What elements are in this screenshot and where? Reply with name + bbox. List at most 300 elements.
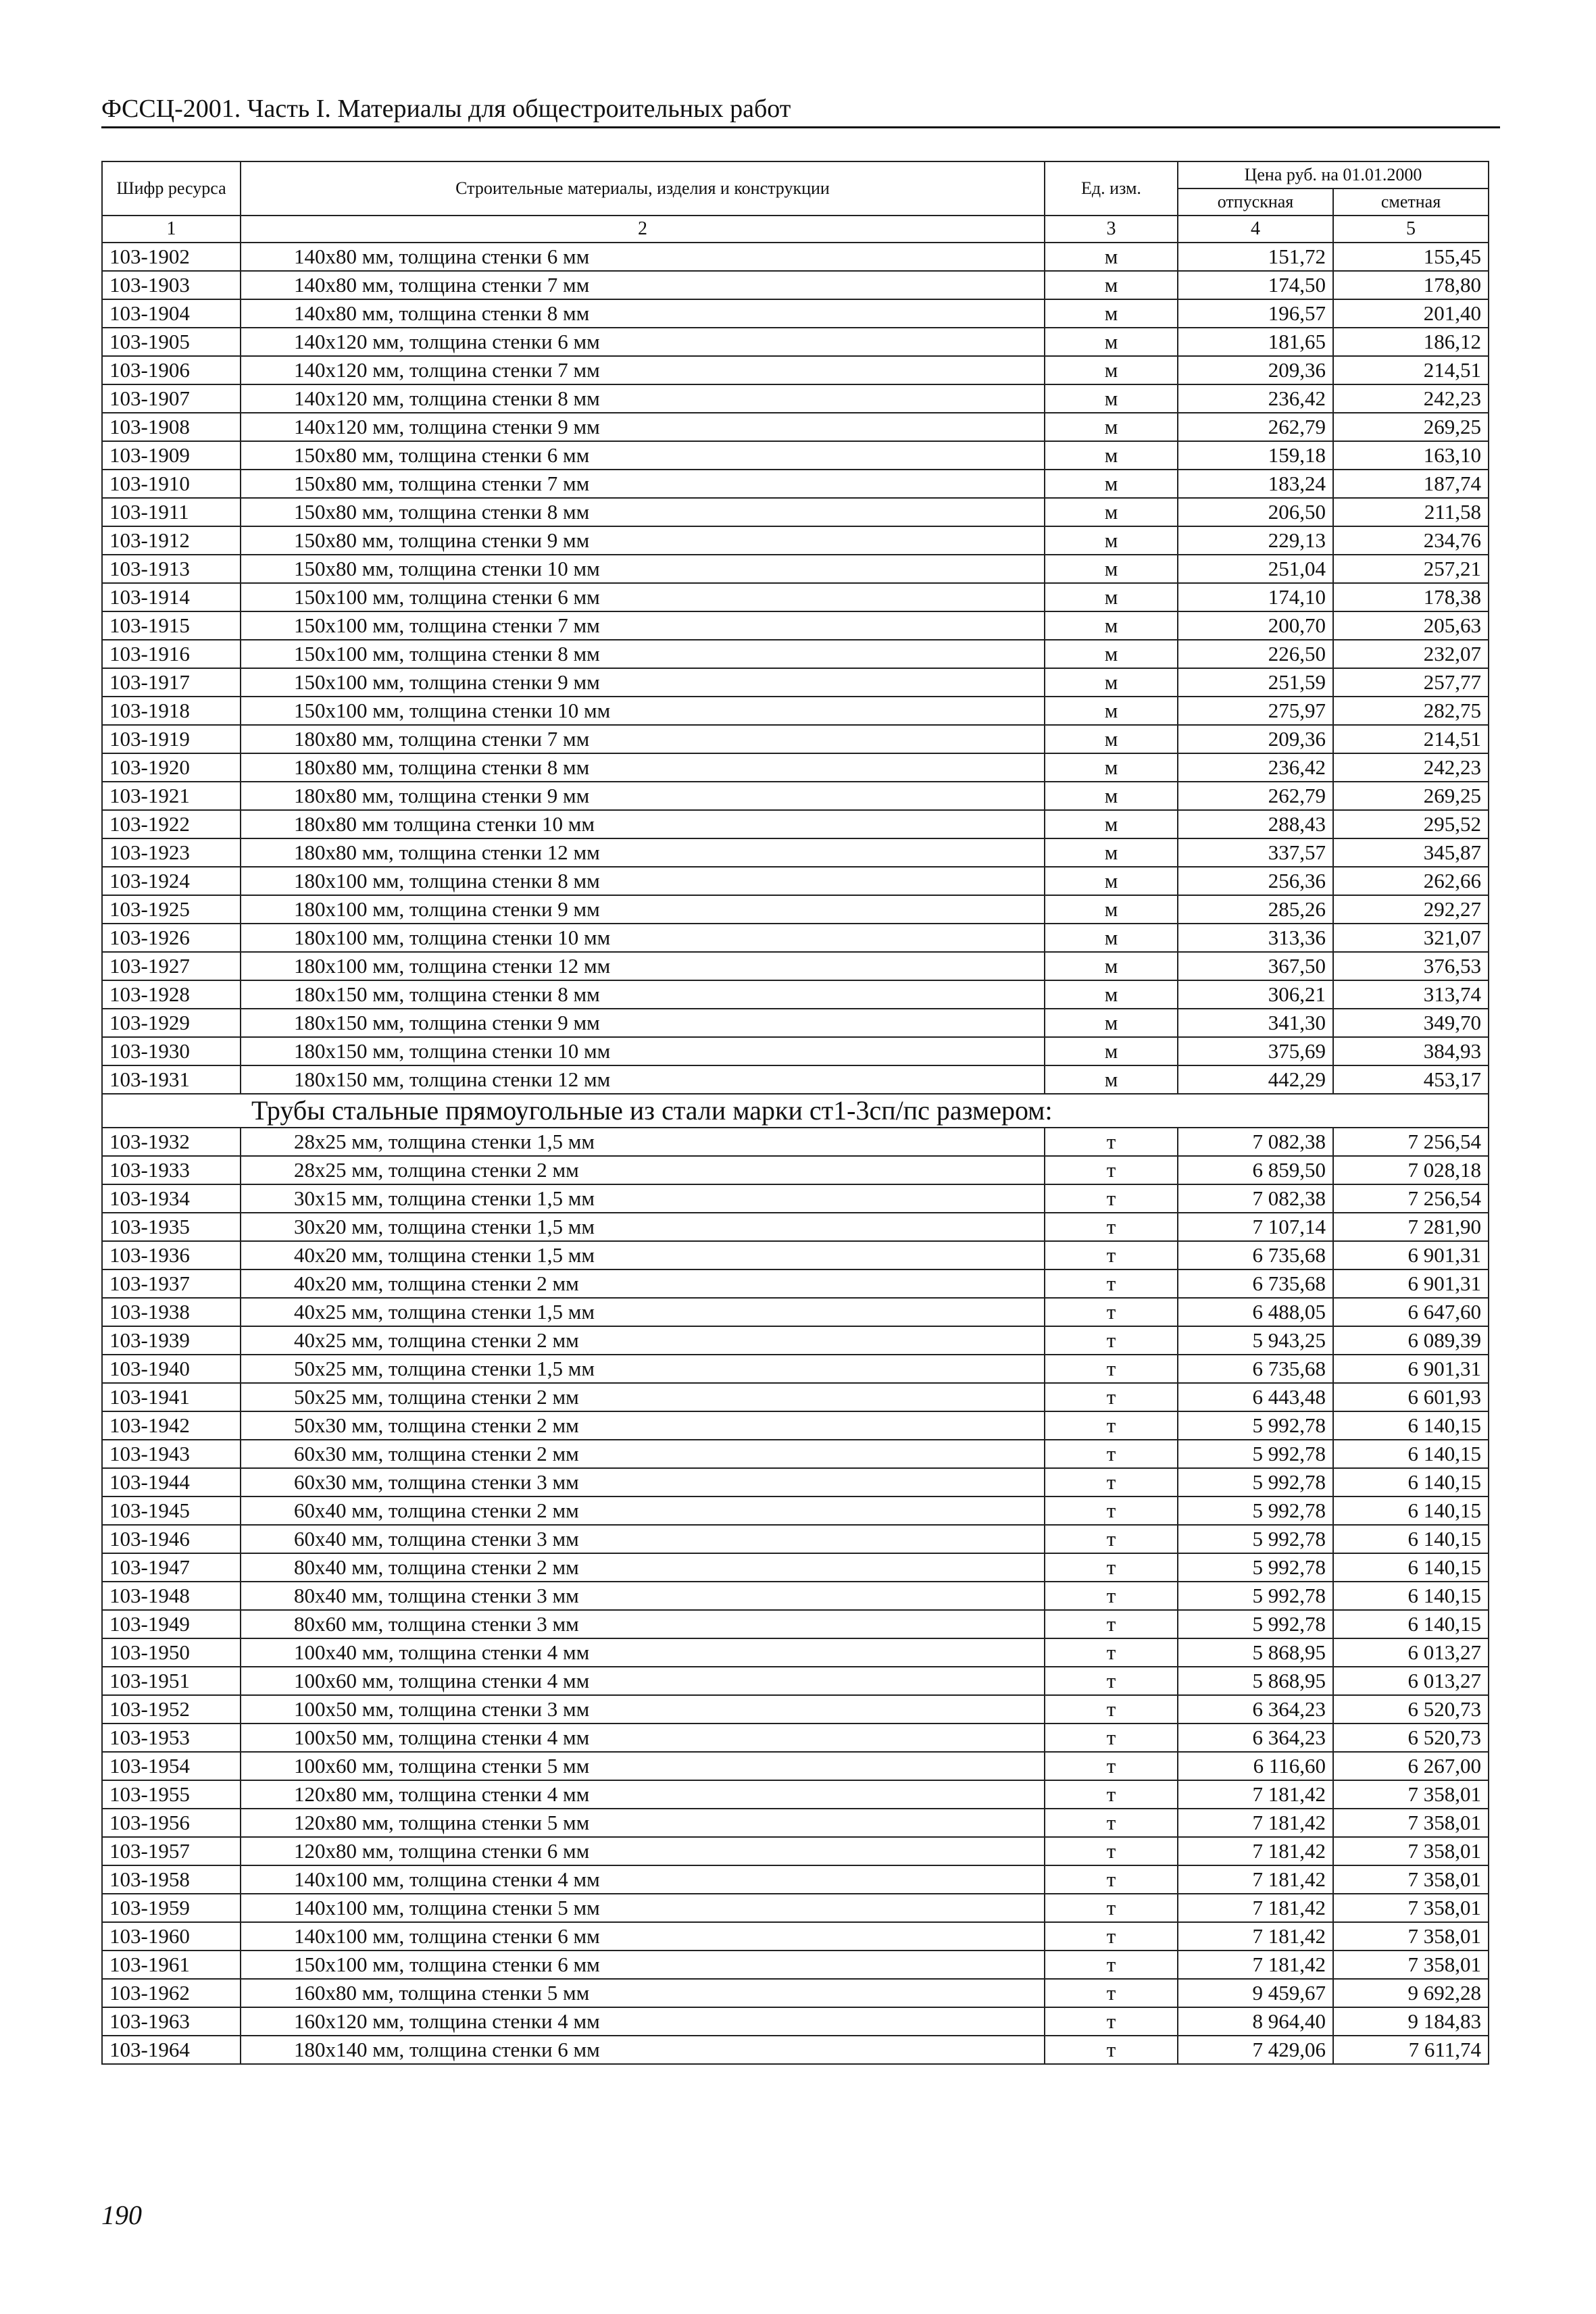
table-row (102, 895, 1489, 924)
unit: т (1045, 1440, 1178, 1468)
table-row (102, 1951, 1489, 1979)
resource-code: 103-1909 (102, 441, 241, 470)
table-row (102, 2036, 1489, 2064)
release-price: 7 181,42 (1178, 1865, 1333, 1894)
resource-code: 103-1964 (102, 2036, 241, 2064)
material-name: 160x120 мм, толщина стенки 4 мм (241, 2007, 1045, 2036)
material-name: 150x80 мм, толщина стенки 8 мм (241, 498, 1045, 526)
table-row (102, 243, 1489, 271)
resource-code: 103-1917 (102, 668, 241, 697)
material-name: 140x120 мм, толщина стенки 9 мм (241, 413, 1045, 441)
section-title: Трубы стальные прямоугольные из стали марки ст1-3сп/пс размером: (102, 1094, 1489, 1128)
table-row (102, 328, 1489, 356)
table-row (102, 1922, 1489, 1951)
estimate-price: 242,23 (1333, 384, 1489, 413)
table-row (102, 1241, 1489, 1269)
release-price: 7 181,42 (1178, 1951, 1333, 1979)
unit: т (1045, 1667, 1178, 1695)
resource-code: 103-1958 (102, 1865, 241, 1894)
release-price: 7 181,42 (1178, 1922, 1333, 1951)
unit: м (1045, 782, 1178, 810)
resource-code: 103-1929 (102, 1009, 241, 1037)
estimate-price: 6 901,31 (1333, 1269, 1489, 1298)
estimate-price: 6 647,60 (1333, 1298, 1489, 1326)
resource-code: 103-1918 (102, 697, 241, 725)
unit: т (1045, 1865, 1178, 1894)
unit: т (1045, 1582, 1178, 1610)
table-row (102, 1009, 1489, 1037)
material-name: 60x30 мм, толщина стенки 3 мм (241, 1468, 1045, 1496)
table-row (102, 526, 1489, 555)
table-row (102, 1065, 1489, 1094)
estimate-price: 6 089,39 (1333, 1326, 1489, 1355)
page-title: ФССЦ-2001. Часть I. Материалы для общестроительных работ (101, 95, 791, 123)
unit: т (1045, 1922, 1178, 1951)
unit: м (1045, 470, 1178, 498)
estimate-price: 453,17 (1333, 1065, 1489, 1094)
material-name: 40x20 мм, толщина стенки 2 мм (241, 1269, 1045, 1298)
resource-code: 103-1931 (102, 1065, 241, 1094)
estimate-price: 292,27 (1333, 895, 1489, 924)
table-row (102, 1553, 1489, 1582)
resource-code: 103-1925 (102, 895, 241, 924)
page-number: 190 (101, 2200, 142, 2230)
estimate-price: 376,53 (1333, 952, 1489, 980)
table-row (102, 668, 1489, 697)
unit: м (1045, 555, 1178, 583)
release-price: 7 082,38 (1178, 1128, 1333, 1156)
table-row (102, 1213, 1489, 1241)
table-row (102, 1752, 1489, 1780)
header-name: Строительные материалы, изделия и конструкции (241, 161, 1045, 216)
resource-code: 103-1941 (102, 1383, 241, 1411)
material-name: 140x100 мм, толщина стенки 6 мм (241, 1922, 1045, 1951)
resource-code: 103-1908 (102, 413, 241, 441)
header-unit: Ед. изм. (1045, 161, 1178, 216)
estimate-price: 282,75 (1333, 697, 1489, 725)
release-price: 6 735,68 (1178, 1241, 1333, 1269)
estimate-price: 7 611,74 (1333, 2036, 1489, 2064)
material-name: 180x100 мм, толщина стенки 8 мм (241, 867, 1045, 895)
estimate-price: 7 358,01 (1333, 1951, 1489, 1979)
table-row (102, 1037, 1489, 1065)
material-name: 60x30 мм, толщина стенки 2 мм (241, 1440, 1045, 1468)
resource-code: 103-1911 (102, 498, 241, 526)
estimate-price: 6 013,27 (1333, 1667, 1489, 1695)
release-price: 6 116,60 (1178, 1752, 1333, 1780)
material-name: 140x120 мм, толщина стенки 7 мм (241, 356, 1045, 384)
estimate-price: 257,77 (1333, 668, 1489, 697)
table-row (102, 555, 1489, 583)
material-name: 140x80 мм, толщина стенки 8 мм (241, 299, 1045, 328)
release-price: 209,36 (1178, 725, 1333, 753)
table-row (102, 384, 1489, 413)
estimate-price: 201,40 (1333, 299, 1489, 328)
material-name: 140x80 мм, толщина стенки 6 мм (241, 243, 1045, 271)
material-name: 100x50 мм, толщина стенки 4 мм (241, 1724, 1045, 1752)
release-price: 5 943,25 (1178, 1326, 1333, 1355)
table-row (102, 470, 1489, 498)
column-number: 2 (241, 216, 1045, 243)
material-name: 30x20 мм, толщина стенки 1,5 мм (241, 1213, 1045, 1241)
material-name: 120x80 мм, толщина стенки 4 мм (241, 1780, 1045, 1809)
estimate-price: 7 358,01 (1333, 1780, 1489, 1809)
estimate-price: 269,25 (1333, 413, 1489, 441)
material-name: 180x100 мм, толщина стенки 10 мм (241, 924, 1045, 952)
material-name: 150x100 мм, толщина стенки 6 мм (241, 1951, 1045, 1979)
estimate-price: 178,38 (1333, 583, 1489, 611)
unit: м (1045, 441, 1178, 470)
estimate-price: 7 358,01 (1333, 1922, 1489, 1951)
unit: м (1045, 838, 1178, 867)
resource-code: 103-1949 (102, 1610, 241, 1638)
estimate-price: 384,93 (1333, 1037, 1489, 1065)
unit: т (1045, 1298, 1178, 1326)
unit: м (1045, 356, 1178, 384)
page-header (101, 91, 1500, 128)
material-name: 80x40 мм, толщина стенки 2 мм (241, 1553, 1045, 1582)
estimate-price: 214,51 (1333, 356, 1489, 384)
table-row (102, 1837, 1489, 1865)
estimate-price: 295,52 (1333, 810, 1489, 838)
release-price: 288,43 (1178, 810, 1333, 838)
estimate-price: 6 140,15 (1333, 1582, 1489, 1610)
estimate-price: 349,70 (1333, 1009, 1489, 1037)
unit: т (1045, 1213, 1178, 1241)
release-price: 5 868,95 (1178, 1667, 1333, 1695)
estimate-price: 321,07 (1333, 924, 1489, 952)
resource-code: 103-1934 (102, 1184, 241, 1213)
table-row (102, 1496, 1489, 1525)
release-price: 6 859,50 (1178, 1156, 1333, 1184)
price-table (101, 161, 1489, 2065)
resource-code: 103-1954 (102, 1752, 241, 1780)
resource-code: 103-1904 (102, 299, 241, 328)
table-row (102, 867, 1489, 895)
resource-code: 103-1950 (102, 1638, 241, 1667)
material-name: 150x100 мм, толщина стенки 9 мм (241, 668, 1045, 697)
table-row (102, 356, 1489, 384)
release-price: 7 181,42 (1178, 1809, 1333, 1837)
unit: м (1045, 725, 1178, 753)
material-name: 180x80 мм, толщина стенки 7 мм (241, 725, 1045, 753)
release-price: 159,18 (1178, 441, 1333, 470)
table-row (102, 640, 1489, 668)
release-price: 7 429,06 (1178, 2036, 1333, 2064)
resource-code: 103-1920 (102, 753, 241, 782)
table-row (102, 1667, 1489, 1695)
material-name: 100x40 мм, толщина стенки 4 мм (241, 1638, 1045, 1667)
unit: т (1045, 1411, 1178, 1440)
table-row (102, 1780, 1489, 1809)
resource-code: 103-1912 (102, 526, 241, 555)
estimate-price: 7 358,01 (1333, 1809, 1489, 1837)
material-name: 120x80 мм, толщина стенки 6 мм (241, 1837, 1045, 1865)
section-divider (102, 1094, 1489, 1128)
resource-code: 103-1919 (102, 725, 241, 753)
release-price: 6 364,23 (1178, 1724, 1333, 1752)
estimate-price: 155,45 (1333, 243, 1489, 271)
table-row (102, 1468, 1489, 1496)
table-row (102, 782, 1489, 810)
resource-code: 103-1943 (102, 1440, 241, 1468)
release-price: 174,10 (1178, 583, 1333, 611)
material-name: 150x100 мм, толщина стенки 7 мм (241, 611, 1045, 640)
resource-code: 103-1913 (102, 555, 241, 583)
estimate-price: 6 140,15 (1333, 1553, 1489, 1582)
release-price: 5 992,78 (1178, 1610, 1333, 1638)
unit: м (1045, 640, 1178, 668)
material-name: 180x140 мм, толщина стенки 6 мм (241, 2036, 1045, 2064)
table-row (102, 1979, 1489, 2007)
material-name: 60x40 мм, толщина стенки 2 мм (241, 1496, 1045, 1525)
release-price: 262,79 (1178, 413, 1333, 441)
estimate-price: 257,21 (1333, 555, 1489, 583)
table-row (102, 1184, 1489, 1213)
resource-code: 103-1944 (102, 1468, 241, 1496)
resource-code: 103-1947 (102, 1553, 241, 1582)
estimate-price: 242,23 (1333, 753, 1489, 782)
unit: т (1045, 1326, 1178, 1355)
release-price: 7 107,14 (1178, 1213, 1333, 1241)
table-row (102, 441, 1489, 470)
resource-code: 103-1922 (102, 810, 241, 838)
table-row (102, 924, 1489, 952)
unit: м (1045, 1009, 1178, 1037)
resource-code: 103-1910 (102, 470, 241, 498)
estimate-price: 345,87 (1333, 838, 1489, 867)
material-name: 40x25 мм, толщина стенки 1,5 мм (241, 1298, 1045, 1326)
unit: т (1045, 1468, 1178, 1496)
estimate-price: 7 256,54 (1333, 1184, 1489, 1213)
resource-code: 103-1903 (102, 271, 241, 299)
release-price: 251,04 (1178, 555, 1333, 583)
release-price: 183,24 (1178, 470, 1333, 498)
release-price: 6 488,05 (1178, 1298, 1333, 1326)
material-name: 180x100 мм, толщина стенки 9 мм (241, 895, 1045, 924)
material-name: 140x100 мм, толщина стенки 5 мм (241, 1894, 1045, 1922)
release-price: 236,42 (1178, 753, 1333, 782)
unit: м (1045, 980, 1178, 1009)
unit: т (1045, 1610, 1178, 1638)
header-price-group: Цена руб. на 01.01.2000 (1178, 161, 1489, 188)
material-name: 28x25 мм, толщина стенки 1,5 мм (241, 1128, 1045, 1156)
table-row (102, 583, 1489, 611)
resource-code: 103-1935 (102, 1213, 241, 1241)
material-name: 50x25 мм, толщина стенки 2 мм (241, 1383, 1045, 1411)
material-name: 50x30 мм, толщина стенки 2 мм (241, 1411, 1045, 1440)
estimate-price: 6 901,31 (1333, 1241, 1489, 1269)
material-name: 30x15 мм, толщина стенки 1,5 мм (241, 1184, 1045, 1213)
unit: т (1045, 1809, 1178, 1837)
table-row (102, 498, 1489, 526)
unit: т (1045, 1156, 1178, 1184)
unit: т (1045, 1241, 1178, 1269)
resource-code: 103-1921 (102, 782, 241, 810)
unit: т (1045, 1269, 1178, 1298)
table-row (102, 1865, 1489, 1894)
material-name: 150x100 мм, толщина стенки 10 мм (241, 697, 1045, 725)
release-price: 5 992,78 (1178, 1525, 1333, 1553)
resource-code: 103-1915 (102, 611, 241, 640)
estimate-price: 178,80 (1333, 271, 1489, 299)
header-release-price: отпускная (1178, 188, 1333, 216)
unit: т (1045, 2007, 1178, 2036)
unit: т (1045, 1553, 1178, 1582)
column-number: 3 (1045, 216, 1178, 243)
material-name: 50x25 мм, толщина стенки 1,5 мм (241, 1355, 1045, 1383)
release-price: 5 992,78 (1178, 1468, 1333, 1496)
unit: м (1045, 753, 1178, 782)
unit: т (1045, 1525, 1178, 1553)
estimate-price: 211,58 (1333, 498, 1489, 526)
estimate-price: 7 256,54 (1333, 1128, 1489, 1156)
estimate-price: 6 520,73 (1333, 1724, 1489, 1752)
material-name: 100x60 мм, толщина стенки 5 мм (241, 1752, 1045, 1780)
unit: м (1045, 384, 1178, 413)
unit: м (1045, 271, 1178, 299)
material-name: 150x80 мм, толщина стенки 7 мм (241, 470, 1045, 498)
resource-code: 103-1961 (102, 1951, 241, 1979)
table-row (102, 1638, 1489, 1667)
release-price: 367,50 (1178, 952, 1333, 980)
table-row (102, 1809, 1489, 1837)
resource-code: 103-1902 (102, 243, 241, 271)
estimate-price: 9 184,83 (1333, 2007, 1489, 2036)
table-body-tons (102, 1128, 1489, 2064)
estimate-price: 6 140,15 (1333, 1496, 1489, 1525)
material-name: 180x100 мм, толщина стенки 12 мм (241, 952, 1045, 980)
release-price: 181,65 (1178, 328, 1333, 356)
table-row (102, 980, 1489, 1009)
estimate-price: 232,07 (1333, 640, 1489, 668)
resource-code: 103-1930 (102, 1037, 241, 1065)
unit: м (1045, 299, 1178, 328)
table-row (102, 1582, 1489, 1610)
estimate-price: 6 140,15 (1333, 1468, 1489, 1496)
resource-code: 103-1955 (102, 1780, 241, 1809)
material-name: 150x100 мм, толщина стенки 8 мм (241, 640, 1045, 668)
resource-code: 103-1938 (102, 1298, 241, 1326)
table-row (102, 697, 1489, 725)
resource-code: 103-1926 (102, 924, 241, 952)
release-price: 196,57 (1178, 299, 1333, 328)
estimate-price: 313,74 (1333, 980, 1489, 1009)
table-row (102, 1326, 1489, 1355)
material-name: 150x80 мм, толщина стенки 10 мм (241, 555, 1045, 583)
release-price: 251,59 (1178, 668, 1333, 697)
resource-code: 103-1932 (102, 1128, 241, 1156)
resource-code: 103-1905 (102, 328, 241, 356)
material-name: 150x80 мм, толщина стенки 6 мм (241, 441, 1045, 470)
resource-code: 103-1907 (102, 384, 241, 413)
release-price: 6 364,23 (1178, 1695, 1333, 1724)
release-price: 6 443,48 (1178, 1383, 1333, 1411)
table-row (102, 725, 1489, 753)
resource-code: 103-1959 (102, 1894, 241, 1922)
resource-code: 103-1956 (102, 1809, 241, 1837)
estimate-price: 163,10 (1333, 441, 1489, 470)
material-name: 100x60 мм, толщина стенки 4 мм (241, 1667, 1045, 1695)
release-price: 236,42 (1178, 384, 1333, 413)
column-number: 4 (1178, 216, 1333, 243)
release-price: 341,30 (1178, 1009, 1333, 1037)
material-name: 140x120 мм, толщина стенки 8 мм (241, 384, 1045, 413)
resource-code: 103-1906 (102, 356, 241, 384)
table-row (102, 753, 1489, 782)
unit: м (1045, 526, 1178, 555)
resource-code: 103-1942 (102, 1411, 241, 1440)
material-name: 28x25 мм, толщина стенки 2 мм (241, 1156, 1045, 1184)
estimate-price: 7 358,01 (1333, 1837, 1489, 1865)
unit: м (1045, 413, 1178, 441)
estimate-price: 186,12 (1333, 328, 1489, 356)
unit: м (1045, 867, 1178, 895)
release-price: 6 735,68 (1178, 1269, 1333, 1298)
resource-code: 103-1927 (102, 952, 241, 980)
resource-code: 103-1948 (102, 1582, 241, 1610)
material-name: 80x60 мм, толщина стенки 3 мм (241, 1610, 1045, 1638)
table-row (102, 1128, 1489, 1156)
material-name: 120x80 мм, толщина стенки 5 мм (241, 1809, 1045, 1837)
table-row (102, 413, 1489, 441)
estimate-price: 7 358,01 (1333, 1894, 1489, 1922)
table-row (102, 952, 1489, 980)
release-price: 151,72 (1178, 243, 1333, 271)
table-row (102, 1695, 1489, 1724)
resource-code: 103-1923 (102, 838, 241, 867)
release-price: 375,69 (1178, 1037, 1333, 1065)
table-row (102, 1383, 1489, 1411)
table-header-row (102, 161, 1489, 188)
unit: м (1045, 810, 1178, 838)
table-row (102, 1411, 1489, 1440)
unit: м (1045, 668, 1178, 697)
release-price: 275,97 (1178, 697, 1333, 725)
resource-code: 103-1960 (102, 1922, 241, 1951)
release-price: 209,36 (1178, 356, 1333, 384)
table-row (102, 271, 1489, 299)
material-name: 80x40 мм, толщина стенки 3 мм (241, 1582, 1045, 1610)
unit: т (1045, 1496, 1178, 1525)
resource-code: 103-1924 (102, 867, 241, 895)
unit: м (1045, 583, 1178, 611)
unit: т (1045, 1752, 1178, 1780)
unit: м (1045, 498, 1178, 526)
material-name: 180x150 мм, толщина стенки 10 мм (241, 1037, 1045, 1065)
table-row (102, 1298, 1489, 1326)
table-row (102, 1525, 1489, 1553)
release-price: 8 964,40 (1178, 2007, 1333, 2036)
table-row (102, 1355, 1489, 1383)
material-name: 40x20 мм, толщина стенки 1,5 мм (241, 1241, 1045, 1269)
resource-code: 103-1946 (102, 1525, 241, 1553)
release-price: 306,21 (1178, 980, 1333, 1009)
release-price: 256,36 (1178, 867, 1333, 895)
table-row (102, 1894, 1489, 1922)
resource-code: 103-1951 (102, 1667, 241, 1695)
unit: м (1045, 1065, 1178, 1094)
resource-code: 103-1939 (102, 1326, 241, 1355)
release-price: 226,50 (1178, 640, 1333, 668)
unit: т (1045, 1724, 1178, 1752)
resource-code: 103-1928 (102, 980, 241, 1009)
resource-code: 103-1957 (102, 1837, 241, 1865)
resource-code: 103-1914 (102, 583, 241, 611)
resource-code: 103-1945 (102, 1496, 241, 1525)
resource-code: 103-1952 (102, 1695, 241, 1724)
unit: м (1045, 1037, 1178, 1065)
